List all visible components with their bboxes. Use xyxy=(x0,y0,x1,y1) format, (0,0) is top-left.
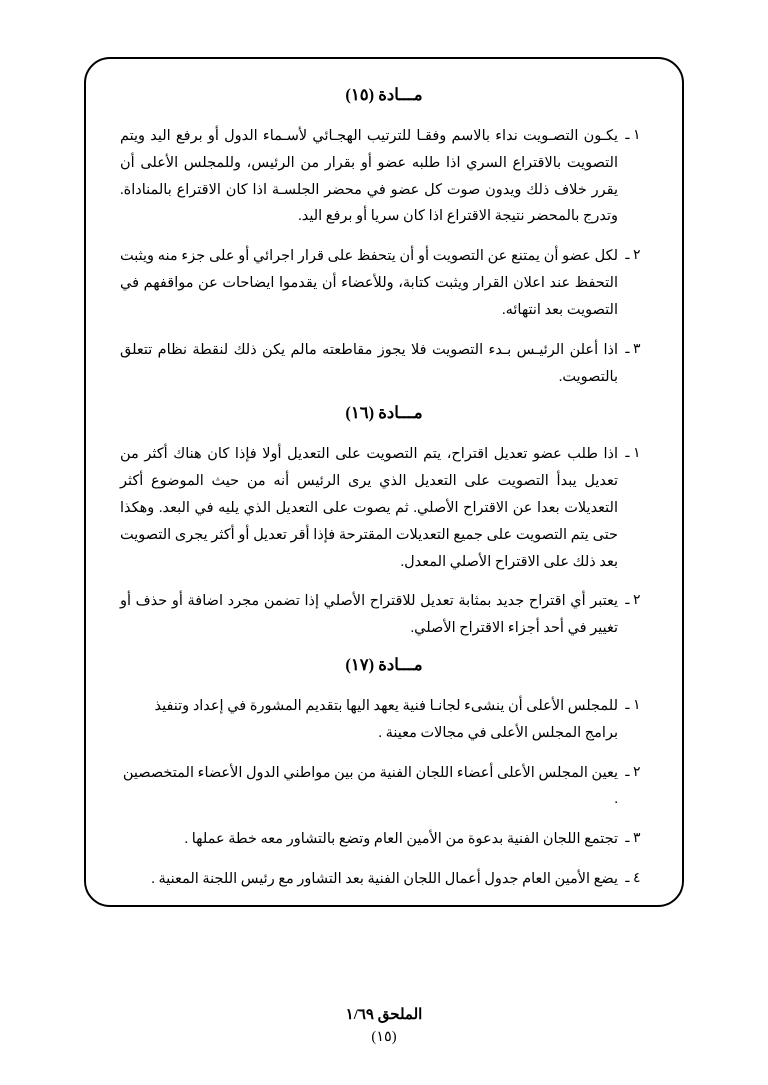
page-footer xyxy=(0,1005,768,1048)
clause-item xyxy=(120,243,648,323)
clause-text: لكل عضو أن يمتنع عن التصويت أو أن يتحفظ على قرار اجرائي أو على جزء منه ويثبت التحفظ عند اعلان القرار ويثبت كتابة، وللأعضاء أن يقدموا ايضاحات عن مواقفهم في التصويت بعد انتهائه. xyxy=(120,248,618,318)
clause-number: ١ ـ xyxy=(625,446,641,462)
clause-text: تجتمع اللجان الفنية بدعوة من الأمين العام وتضع بالتشاور معه خطة عملها . xyxy=(184,831,618,848)
clause-text: اذا طلب عضو تعديل اقتراح، يتم التصويت على التعديل أولا فإذا كان هناك أكثر من تعديل يبدأ التصويت على التعديل الذي يرى الرئيس أنه من حيث الموضوع أكثر التعديلات بعدا عن الاقتراح الأصلي. ثم يصوت على التعديل الذي يليه في البعد. وهكذا حتى يتم التصويت على جميع التعديلات المقترحة فإذا أقر تعديل أو أكثر يجرى التصويت بعد ذلك على الاقتراح الأصلي المعدل. xyxy=(120,446,618,570)
clause-list-16 xyxy=(120,441,648,642)
clause-text: للمجلس الأعلى أن ينشىء لجانـا فنية يعهد اليها بتقديم المشورة في إعداد وتنفيذ برامج المجلس الأعلى في مجالات معينة . xyxy=(154,698,618,741)
clause-number: ١ ـ xyxy=(625,698,641,713)
article-block-16 xyxy=(120,403,648,642)
clause-text: يعتبر أي اقتراح جديد بمثابة تعديل للاقتراح الأصلي إذا تضمن مجرد اضافة أو حذف أو تغيير في أحد أجزاء الاقتراح الأصلي. xyxy=(120,593,618,637)
article-heading-15: مـــادة (١٥) xyxy=(345,85,423,104)
page-number: (١٥) xyxy=(371,1028,397,1045)
clause-item xyxy=(120,588,648,642)
article-heading-17: مـــادة (١٧) xyxy=(345,655,423,674)
clause-item xyxy=(120,693,648,747)
clause-text: يضع الأمين العام جدول أعمال اللجان الفنية بعد التشاور مع رئيس اللجنة المعنية . xyxy=(151,871,618,888)
article-block-15 xyxy=(120,85,648,390)
clause-item xyxy=(120,337,648,391)
clause-item xyxy=(120,760,648,814)
clause-number: ٣ ـ xyxy=(625,341,641,357)
clause-number: ١ ـ xyxy=(625,128,641,143)
clause-text: يعين المجلس الأعلى أعضاء اللجان الفنية من بين مواطني الدول الأعضاء المتخصصين . xyxy=(122,764,618,808)
article-block-17 xyxy=(120,655,648,893)
clause-list-17 xyxy=(120,693,648,893)
clause-item xyxy=(120,123,648,230)
annex-label: الملحق ١/٦٩ xyxy=(345,1007,423,1023)
clause-number: ٢ ـ xyxy=(625,593,641,609)
clause-item xyxy=(120,441,648,575)
clause-number: ٤ ـ xyxy=(625,871,641,887)
clause-number: ٢ ـ xyxy=(625,764,641,780)
clause-item xyxy=(120,866,648,893)
article-heading-16: مـــادة (١٦) xyxy=(345,403,423,423)
document-frame xyxy=(84,57,684,907)
clause-list-15 xyxy=(120,123,648,390)
clause-text: يكـون التصـويت نداء بالاسم وفقـا للترتيب الهجـائي لأسـماء الدول أو برفع اليد ويتم التصويت بالاقتراع السري اذا طلبه عضو أو بقرار من الرئيس، وللمجلس الأعلى أن يقرر خلاف ذلك ويدون صوت كل عضو في محضر الجلسـة اذا كان الاقتراع بالمناداة. وتدرج بالمحضر نتيجة الاقتراع اذا كان سريا أو برفع اليد. xyxy=(120,128,618,225)
clause-number: ٢ ـ xyxy=(625,248,641,264)
clause-number: ٣ ـ xyxy=(625,831,641,847)
clause-text: اذا أعلن الرئيـس بـدء التصويت فلا يجوز مقاطعته مالم يكن ذلك لنقطة نظام تتعلق بالتصويت. xyxy=(120,341,618,385)
clause-item xyxy=(120,826,648,853)
